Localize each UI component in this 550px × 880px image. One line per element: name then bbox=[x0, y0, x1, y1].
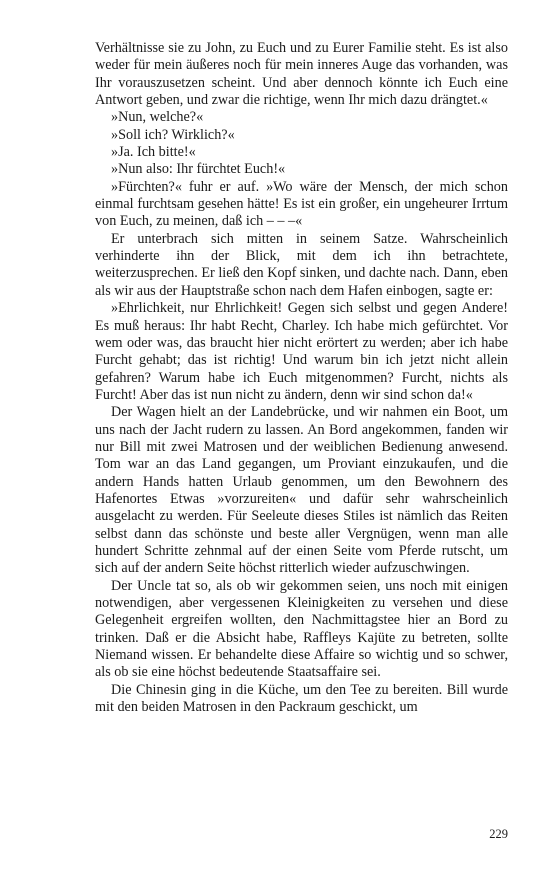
paragraph-2: »Nun, welche?« bbox=[111, 109, 204, 126]
paragraph-9: Der Wagen hielt an der Landebrücke, und wir nahmen ein Boot, um uns nach der Jacht rudern zu lassen. An Bord angekommen, fanden wir nur Bill mit zwei Matrosen und der weiblichen Bedienung anwesend. Tom war an das Land gegangen, um Proviant einzukaufen, und die andern Hands hatten Urlaub genommen, um den Bewohnern des Hafenortes Etwas »vorzureiten« und dafür sehr wahrscheinlich ausgelacht zu werden. Für Seeleute dieses Stiles ist nämlich das Reiten selbst dann das schönste und beste aller Vergnügen, wenn man alle hundert Schritte zehnmal auf der einen Seite vom Pferde rutscht, um sich auf der andern Seite höchst ritterlich wieder aufzuschwingen. bbox=[95, 404, 508, 577]
paragraph-8: »Ehrlichkeit, nur Ehrlichkeit! Gegen sich selbst und gegen Andere! Es muß heraus: Ihr habt Recht, Charley. Ich habe mich gefürchtet. Vor wem oder was, das braucht hier nicht erörtert zu werden; aber ich habe Furcht gehabt; das ist richtig! Und warum bin ich jetzt nicht allein gefahren? Warum habe ich Euch mitgenommen? Furcht, nichts als Furcht! Aber das ist nun nicht zu ändern, denn wir sind schon da!« bbox=[95, 300, 508, 403]
body-text bbox=[95, 40, 508, 716]
paragraph-1: Verhältnisse sie zu John, zu Euch und zu Eurer Familie steht. Es ist also weder für mein äußeres noch für mein inneres Auge das vorhanden, was Ihr vorauszusetzen scheint. Und aber dennoch könnte ich Euch eine Antwort geben, und zwar die richtige, wenn Ihr mich dazu drängtet.« bbox=[95, 40, 508, 109]
paragraph-10: Der Uncle tat so, als ob wir gekommen seien, uns noch mit einigen notwendigen, aber vergessenen Kleinigkeiten zu versehen und diese Gelegenheit ergreifen wollten, den Nachmittagstee hier an Bord zu trinken. Daß er die Absicht habe, Raffleys Kajüte zu betreten, sollte Niemand wissen. Er behandelte diese Affaire so wichtig und so schwer, als ob sie eine höchst bedeutende Staatsaffaire sei. bbox=[95, 577, 508, 681]
paragraph-6: »Fürchten?« fuhr er auf. »Wo wäre der Mensch, der mich schon einmal furchtsam gesehen hätte! Es ist ein großer, ein ungeheurer Irrtum von Euch, zu meinen, daß ich – – –« bbox=[95, 178, 508, 230]
paragraph-11: Die Chinesin ging in die Küche, um den Tee zu bereiten. Bill wurde mit den beiden Matrosen in den Packraum geschickt, um bbox=[95, 681, 508, 716]
paragraph-5: »Nun also: Ihr fürchtet Euch!« bbox=[111, 161, 286, 178]
page-number: 229 bbox=[489, 827, 508, 841]
paragraph-3: »Soll ich? Wirklich?« bbox=[111, 126, 235, 143]
paragraph-4: »Ja. Ich bitte!« bbox=[111, 144, 196, 161]
paragraph-7: Er unterbrach sich mitten in seinem Satze. Wahrscheinlich verhinderte ihn der Blick, mit dem ich ihn betrachtete, weiterzusprechen. Er ließ den Kopf sinken, und dachte nach. Dann, eben als wir aus der Hauptstraße schon nach dem Hafen einbogen, sagte er: bbox=[95, 230, 508, 299]
